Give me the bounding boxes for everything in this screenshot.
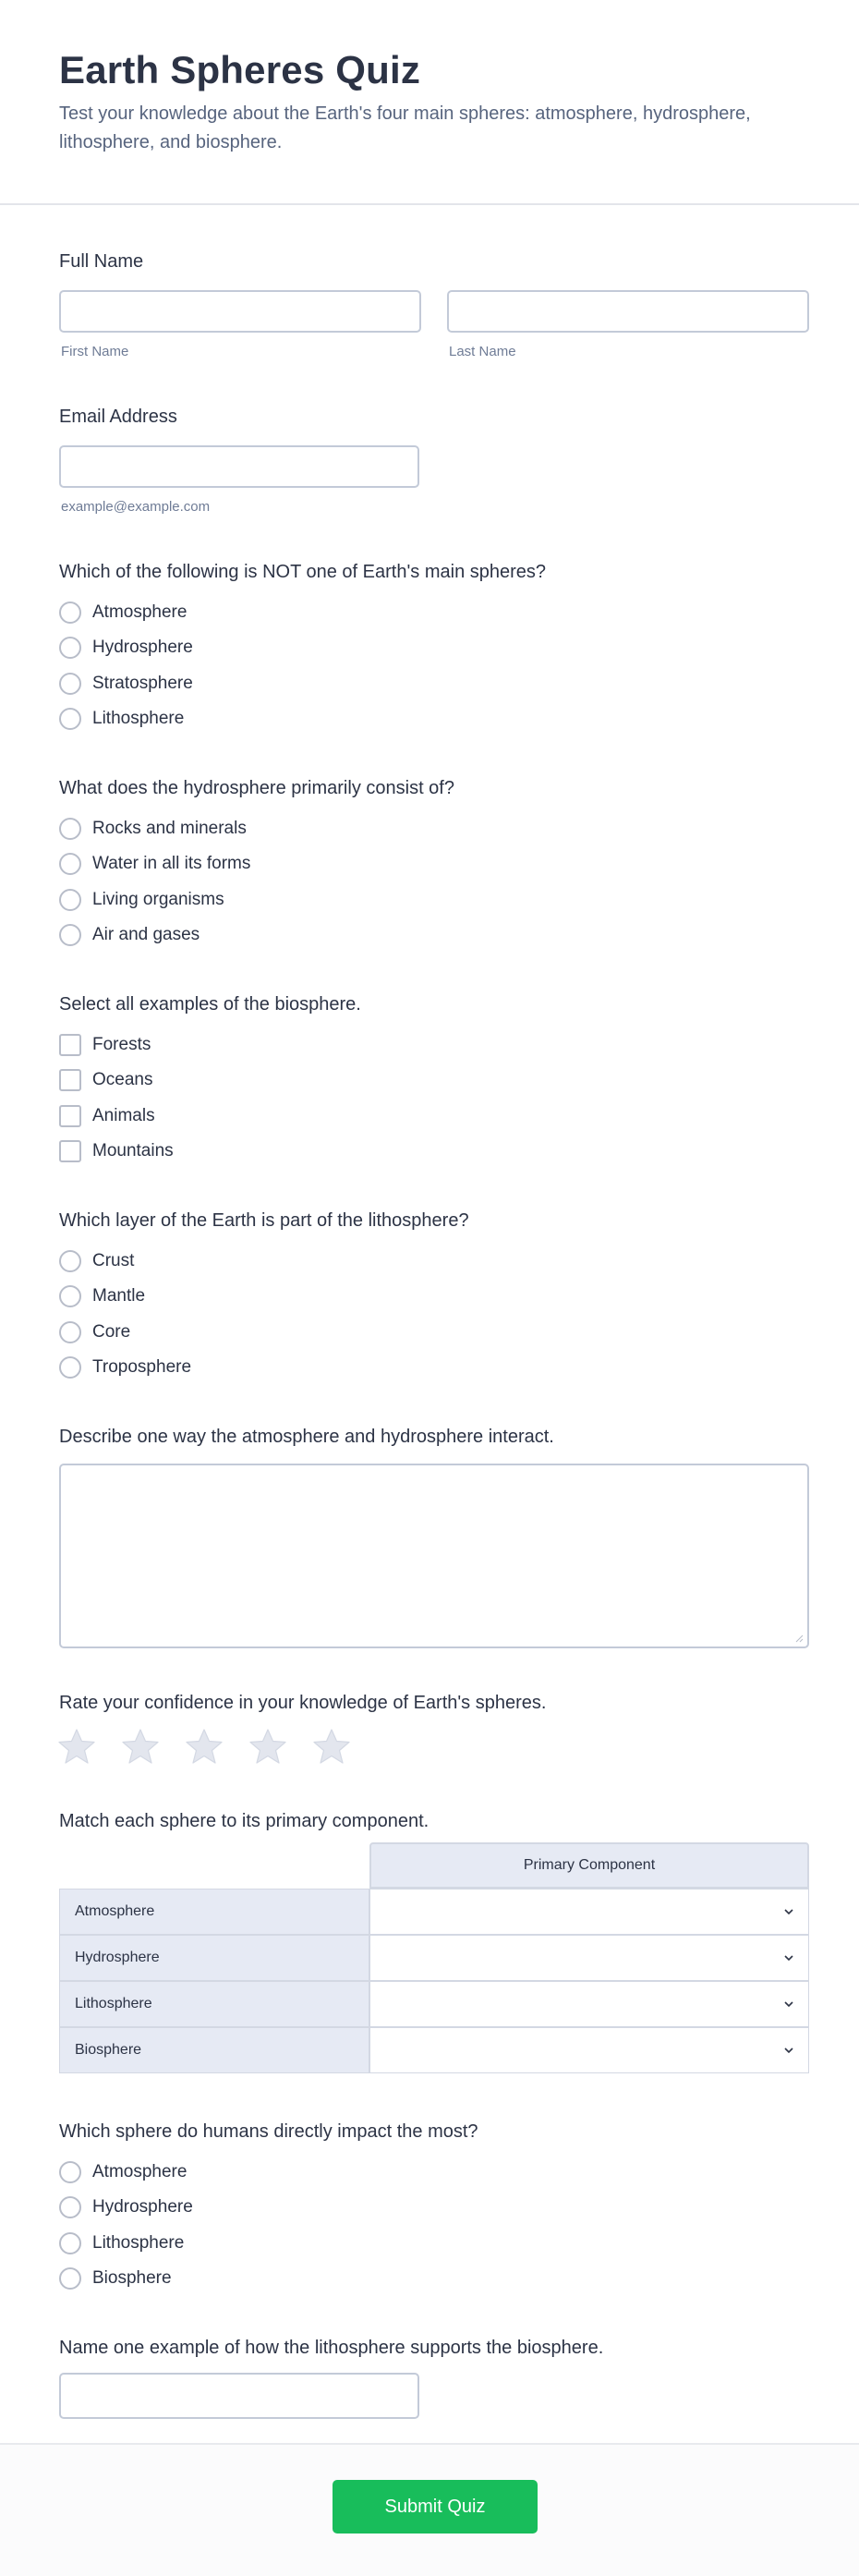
option-label: Lithosphere bbox=[92, 2233, 185, 2253]
option-label: Rocks and minerals bbox=[92, 819, 247, 838]
radio-button[interactable] bbox=[59, 1250, 81, 1272]
radio-button[interactable] bbox=[59, 924, 81, 946]
full-name-question bbox=[59, 251, 143, 273]
q8-question bbox=[59, 2121, 478, 2143]
radio-button[interactable] bbox=[59, 818, 81, 840]
q3-option-oceans[interactable] bbox=[59, 1068, 152, 1092]
q5-label: Describe one way the atmosphere and hydrosphere interact. bbox=[59, 1427, 554, 1447]
star-icon[interactable] bbox=[248, 1728, 287, 1765]
q2-question bbox=[59, 778, 454, 799]
q2-label: What does the hydrosphere primarily consist of? bbox=[59, 778, 454, 798]
matrix-dropdown[interactable] bbox=[369, 1935, 809, 1981]
q1-question bbox=[59, 562, 546, 583]
option-label: Living organisms bbox=[92, 890, 224, 909]
radio-button[interactable] bbox=[59, 889, 81, 911]
page-title: Earth Spheres Quiz bbox=[59, 48, 421, 91]
option-label: Core bbox=[92, 1322, 131, 1342]
chevron-down-icon bbox=[782, 1951, 795, 1964]
q4-label: Which layer of the Earth is part of the lithosphere? bbox=[59, 1210, 469, 1231]
first-name-sublabel: First Name bbox=[61, 344, 129, 359]
radio-button[interactable] bbox=[59, 2267, 81, 2290]
rating-label: Rate your confidence in your knowledge of Earth's spheres. bbox=[59, 1693, 547, 1713]
q1-option-stratosphere[interactable] bbox=[59, 672, 193, 696]
q8-option-lithosphere[interactable] bbox=[59, 2231, 184, 2255]
resize-grip-icon[interactable] bbox=[794, 1634, 804, 1643]
q9-label: Name one example of how the lithosphere supports the biosphere. bbox=[59, 2338, 604, 2358]
matrix-row-label: Biosphere bbox=[59, 2027, 369, 2073]
email-label: Email Address bbox=[59, 407, 177, 427]
q2-option-organisms[interactable] bbox=[59, 888, 224, 912]
matrix-row-label: Atmosphere bbox=[59, 1889, 369, 1935]
q3-option-animals[interactable] bbox=[59, 1104, 155, 1128]
quiz-form bbox=[0, 205, 859, 2441]
chevron-down-icon bbox=[782, 2044, 795, 2057]
form-header bbox=[0, 0, 859, 205]
q1-option-hydrosphere[interactable] bbox=[59, 636, 193, 660]
option-label: Lithosphere bbox=[92, 709, 185, 728]
rating-question bbox=[59, 1693, 546, 1714]
radio-button[interactable] bbox=[59, 637, 81, 659]
radio-button[interactable] bbox=[59, 2232, 81, 2254]
matrix-row-label: Hydrosphere bbox=[59, 1935, 369, 1981]
q2-option-rocks[interactable] bbox=[59, 817, 247, 841]
last-name-sublabel: Last Name bbox=[449, 344, 516, 359]
chevron-down-icon bbox=[782, 1998, 795, 2011]
star-icon[interactable] bbox=[57, 1728, 96, 1765]
radio-button[interactable] bbox=[59, 1321, 81, 1343]
q8-option-biosphere[interactable] bbox=[59, 2266, 172, 2290]
q3-option-mountains[interactable] bbox=[59, 1139, 174, 1163]
q1-option-lithosphere[interactable] bbox=[59, 707, 184, 731]
radio-button[interactable] bbox=[59, 2161, 81, 2183]
page-subtitle: Test your knowledge about the Earth's four main spheres: atmosphere, hydrosphere, lithosphere, and biosphere. bbox=[59, 103, 751, 152]
checkbox[interactable] bbox=[59, 1034, 81, 1056]
matrix-row bbox=[59, 1981, 809, 2027]
form-footer bbox=[0, 2443, 859, 2576]
q4-option-core[interactable] bbox=[59, 1320, 130, 1344]
option-label: Animals bbox=[92, 1106, 155, 1125]
matrix-label: Match each sphere to its primary component. bbox=[59, 1811, 430, 1831]
option-label: Air and gases bbox=[92, 925, 200, 944]
matrix-dropdown[interactable] bbox=[369, 1889, 809, 1935]
q8-option-hydrosphere[interactable] bbox=[59, 2195, 193, 2219]
first-name-input[interactable] bbox=[59, 290, 421, 333]
email-sublabel: example@example.com bbox=[61, 499, 211, 515]
radio-button[interactable] bbox=[59, 673, 81, 695]
q2-option-air[interactable] bbox=[59, 923, 200, 947]
q2-option-water[interactable] bbox=[59, 852, 250, 876]
radio-button[interactable] bbox=[59, 1285, 81, 1307]
full-name-label: Full Name bbox=[59, 251, 144, 272]
option-label: Crust bbox=[92, 1251, 135, 1270]
option-label: Hydrosphere bbox=[92, 638, 193, 657]
q8-label: Which sphere do humans directly impact the most? bbox=[59, 2121, 478, 2142]
q9-input[interactable] bbox=[59, 2373, 419, 2419]
option-label: Biosphere bbox=[92, 2268, 172, 2288]
q8-option-atmosphere[interactable] bbox=[59, 2160, 187, 2184]
star-icon[interactable] bbox=[185, 1728, 224, 1765]
checkbox[interactable] bbox=[59, 1140, 81, 1162]
email-input[interactable] bbox=[59, 445, 419, 488]
radio-button[interactable] bbox=[59, 853, 81, 875]
matrix-row bbox=[59, 2027, 809, 2073]
matrix-row bbox=[59, 1889, 809, 1935]
matrix-dropdown[interactable] bbox=[369, 1981, 809, 2027]
checkbox[interactable] bbox=[59, 1105, 81, 1127]
q1-option-atmosphere[interactable] bbox=[59, 601, 187, 625]
q4-option-mantle[interactable] bbox=[59, 1284, 145, 1308]
matrix-column-header: Primary Component bbox=[369, 1842, 809, 1889]
option-label: Forests bbox=[92, 1035, 151, 1054]
submit-button[interactable]: Submit Quiz bbox=[333, 2480, 538, 2533]
q1-label: Which of the following is NOT one of Earth's main spheres? bbox=[59, 562, 547, 582]
option-label: Mountains bbox=[92, 1141, 174, 1160]
email-question bbox=[59, 407, 177, 428]
option-label: Troposphere bbox=[92, 1357, 192, 1377]
q3-label: Select all examples of the biosphere. bbox=[59, 994, 361, 1015]
matrix-row-label: Lithosphere bbox=[59, 1981, 369, 2027]
checkbox[interactable] bbox=[59, 1069, 81, 1091]
option-label: Hydrosphere bbox=[92, 2197, 193, 2217]
radio-button[interactable] bbox=[59, 1356, 81, 1379]
matrix-row bbox=[59, 1935, 809, 1981]
star-icon[interactable] bbox=[121, 1728, 160, 1765]
matrix-question bbox=[59, 1811, 429, 1832]
matrix-dropdown[interactable] bbox=[369, 2027, 809, 2073]
radio-button[interactable] bbox=[59, 2196, 81, 2218]
option-label: Water in all its forms bbox=[92, 854, 251, 873]
option-label: Stratosphere bbox=[92, 674, 193, 693]
q4-question bbox=[59, 1210, 469, 1232]
radio-button[interactable] bbox=[59, 601, 81, 624]
q3-question bbox=[59, 994, 361, 1015]
option-label: Mantle bbox=[92, 1286, 146, 1306]
q5-question bbox=[59, 1427, 554, 1448]
q4-option-troposphere[interactable] bbox=[59, 1355, 191, 1379]
q3-option-forests[interactable] bbox=[59, 1033, 151, 1057]
chevron-down-icon bbox=[782, 1905, 795, 1918]
last-name-input[interactable] bbox=[447, 290, 809, 333]
q5-textarea[interactable] bbox=[59, 1464, 809, 1648]
option-label: Atmosphere bbox=[92, 602, 188, 622]
option-label: Atmosphere bbox=[92, 2162, 188, 2181]
option-label: Oceans bbox=[92, 1070, 153, 1089]
star-icon[interactable] bbox=[312, 1728, 351, 1765]
q4-option-crust[interactable] bbox=[59, 1249, 134, 1273]
radio-button[interactable] bbox=[59, 708, 81, 730]
q9-question bbox=[59, 2338, 603, 2359]
